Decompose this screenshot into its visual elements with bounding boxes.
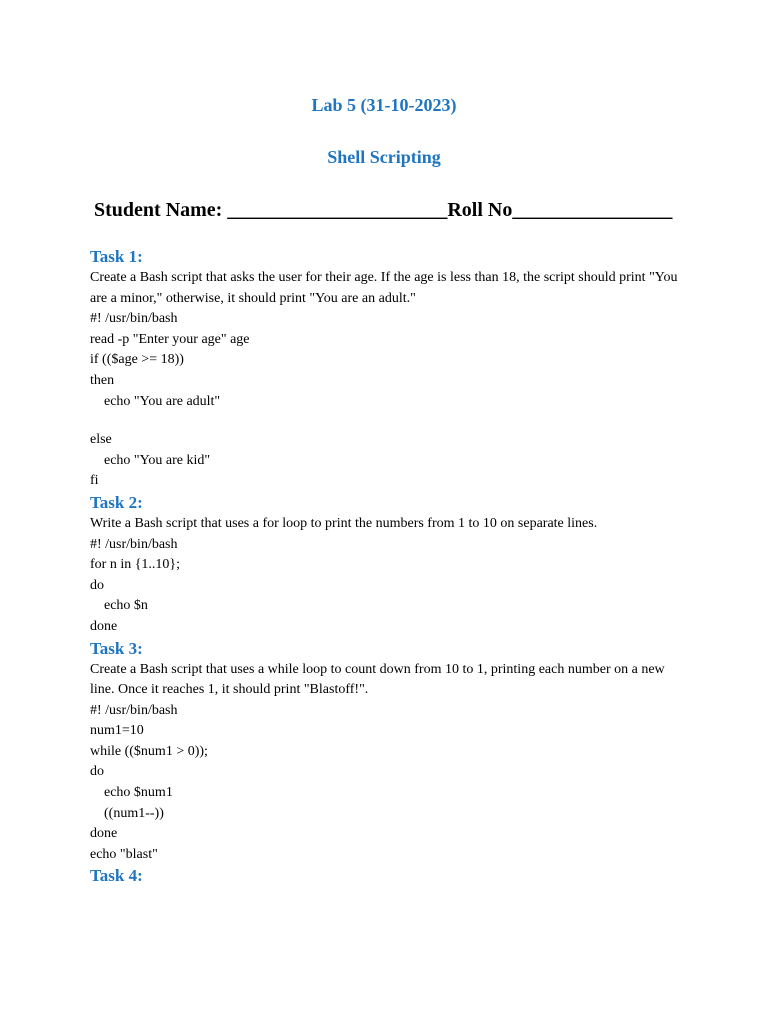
- lab-title: Lab 5 (31-10-2023): [311, 95, 457, 115]
- code-line: echo $num1: [90, 785, 173, 801]
- code-line: #! /usr/bin/bash: [90, 702, 178, 718]
- code-line: echo $n: [90, 598, 148, 614]
- code-line: do: [90, 577, 104, 593]
- code-blank-line: [90, 412, 690, 430]
- code-line: #! /usr/bin/bash: [90, 311, 178, 327]
- task-description: Create a Bash script that asks the user for their age. If the age is less than 18, the script should print "You are a minor," otherwise, it should print "You are an adult.": [90, 270, 678, 306]
- code-line: else: [90, 432, 112, 448]
- code-line: #! /usr/bin/bash: [90, 536, 178, 552]
- document-subtitle: Shell Scripting: [327, 147, 441, 167]
- student-name-roll-line: Student Name: ______________________Roll No________________: [94, 199, 673, 221]
- code-line: if (($age >= 18)): [90, 352, 184, 368]
- task-heading: Task 3:: [90, 638, 143, 658]
- tasks-section: [90, 246, 690, 887]
- task-heading: Task 1:: [90, 247, 143, 266]
- code-line: do: [90, 764, 104, 780]
- code-line: done: [90, 618, 118, 634]
- code-line: read -p "Enter your age" age: [90, 331, 250, 347]
- code-line: fi: [90, 473, 99, 489]
- code-line: echo "You are kid": [90, 452, 211, 468]
- code-line: then: [90, 372, 115, 388]
- code-line: echo "blast": [90, 846, 158, 862]
- code-line: while (($num1 > 0));: [90, 743, 208, 759]
- code-line: echo "You are adult": [90, 393, 221, 409]
- task-heading: Task 4:: [90, 866, 143, 886]
- code-line: ((num1--)): [90, 805, 164, 821]
- task-description: Create a Bash script that uses a while loop to count down from 10 to 1, printing each number on a new line. Once it reaches 1, it should print "Blastoff!".: [90, 661, 665, 698]
- code-line: num1=10: [90, 723, 144, 739]
- task-description: Write a Bash script that uses a for loop to print the numbers from 1 to 10 on separate lines.: [90, 515, 598, 531]
- code-line: for n in {1..10};: [90, 557, 181, 573]
- task-heading: Task 2:: [90, 492, 143, 512]
- code-line: done: [90, 826, 118, 842]
